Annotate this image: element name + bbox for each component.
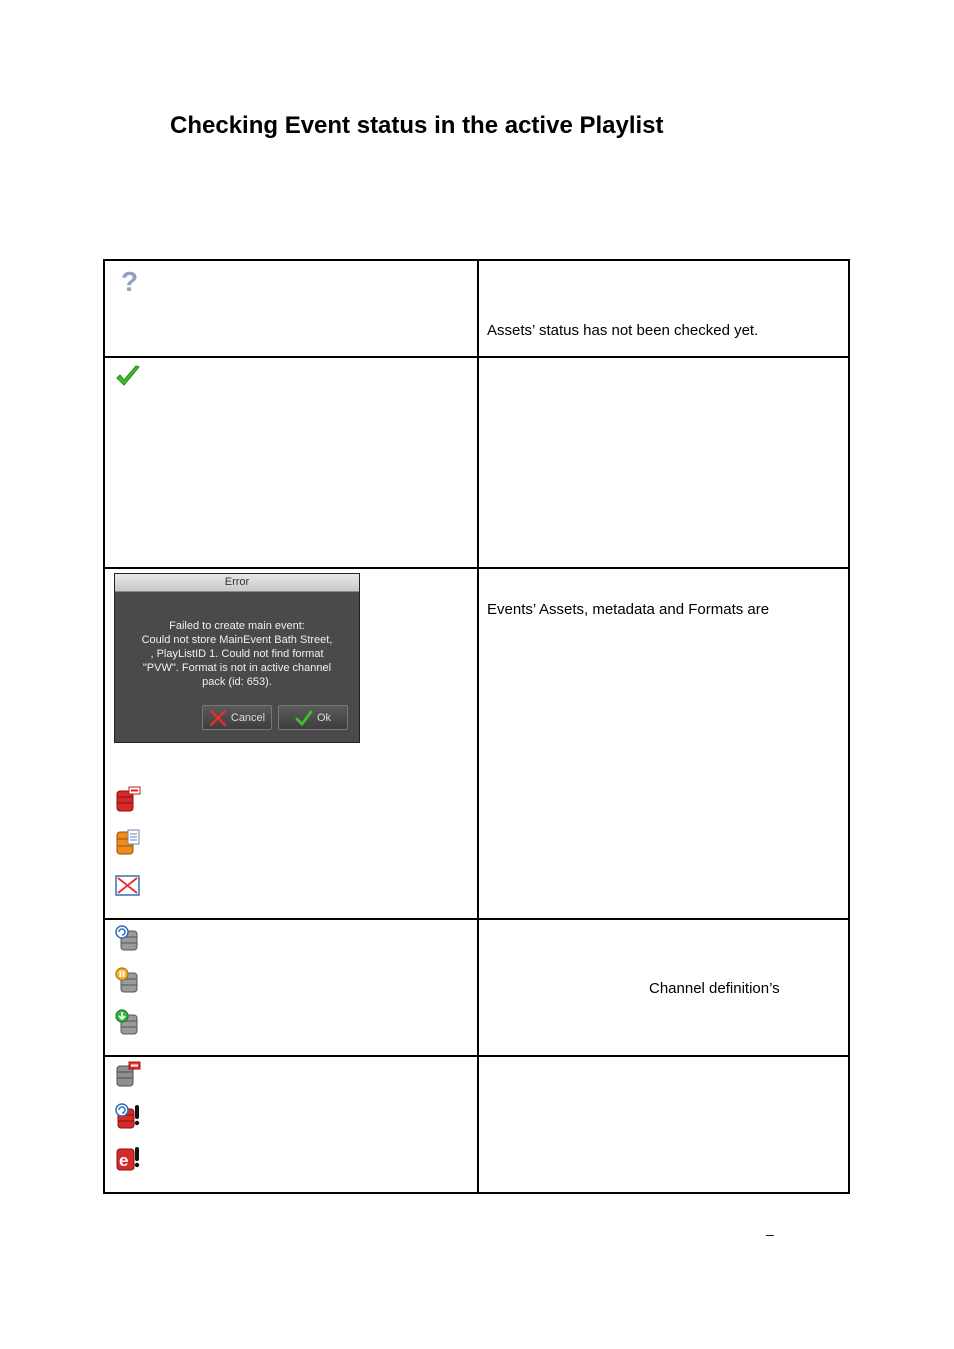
database-pause-icon bbox=[114, 966, 142, 994]
page-title: Checking Event status in the active Playlist bbox=[170, 112, 664, 139]
description-cell bbox=[478, 919, 849, 1056]
database-download-icon bbox=[114, 1008, 142, 1036]
dialog-message-line: pack (id: 653). bbox=[202, 676, 272, 688]
check-icon bbox=[295, 709, 313, 727]
gray-database-minus-icon bbox=[114, 1060, 142, 1088]
green-check-icon bbox=[114, 363, 142, 391]
table-row bbox=[104, 568, 849, 919]
table-row bbox=[104, 260, 849, 357]
table-row bbox=[104, 357, 849, 568]
icon-cell bbox=[104, 568, 478, 919]
status-table bbox=[103, 259, 850, 1194]
cancel-button-label: Cancel bbox=[230, 711, 266, 724]
dialog-message bbox=[115, 592, 359, 689]
description-cell bbox=[478, 357, 849, 568]
footer-mark: – bbox=[766, 1226, 774, 1242]
dialog-message-line: Could not store MainEvent Bath Street, bbox=[141, 634, 333, 646]
description-cell bbox=[478, 1056, 849, 1193]
dialog-message-line: "PVW". Format is not in active channel bbox=[142, 662, 332, 674]
red-database-minus-icon bbox=[114, 785, 142, 813]
svg-text:e: e bbox=[119, 1151, 129, 1170]
description-text: Channel definition’s bbox=[649, 980, 780, 997]
svg-text:?: ? bbox=[121, 266, 139, 294]
dialog-message-line: Failed to create main event: bbox=[169, 620, 305, 632]
icon-cell bbox=[104, 1056, 478, 1193]
ok-button[interactable] bbox=[278, 705, 348, 730]
database-transfer-icon bbox=[114, 924, 142, 952]
cancel-button[interactable] bbox=[202, 705, 272, 730]
red-event-alert-icon bbox=[114, 1144, 142, 1172]
table-row bbox=[104, 1056, 849, 1193]
dialog-title: Error bbox=[115, 574, 359, 592]
description-cell bbox=[478, 260, 849, 357]
table-row bbox=[104, 919, 849, 1056]
description-cell bbox=[478, 568, 849, 919]
error-dialog bbox=[114, 573, 360, 743]
description-text: Events’ Assets, metadata and Formats are bbox=[487, 601, 770, 618]
dialog-message-line: , PlayListID 1. Could not find format bbox=[150, 648, 324, 660]
description-text: Assets’ status has not been checked yet. bbox=[487, 322, 759, 339]
question-mark-icon bbox=[114, 266, 142, 294]
close-icon bbox=[209, 709, 227, 727]
ok-button-label: Ok bbox=[316, 711, 332, 724]
orange-database-list-icon bbox=[114, 828, 142, 856]
icon-cell bbox=[104, 260, 478, 357]
icon-cell bbox=[104, 357, 478, 568]
icon-cell bbox=[104, 919, 478, 1056]
envelope-cross-icon bbox=[114, 871, 142, 899]
red-transfer-alert-icon bbox=[114, 1102, 142, 1130]
